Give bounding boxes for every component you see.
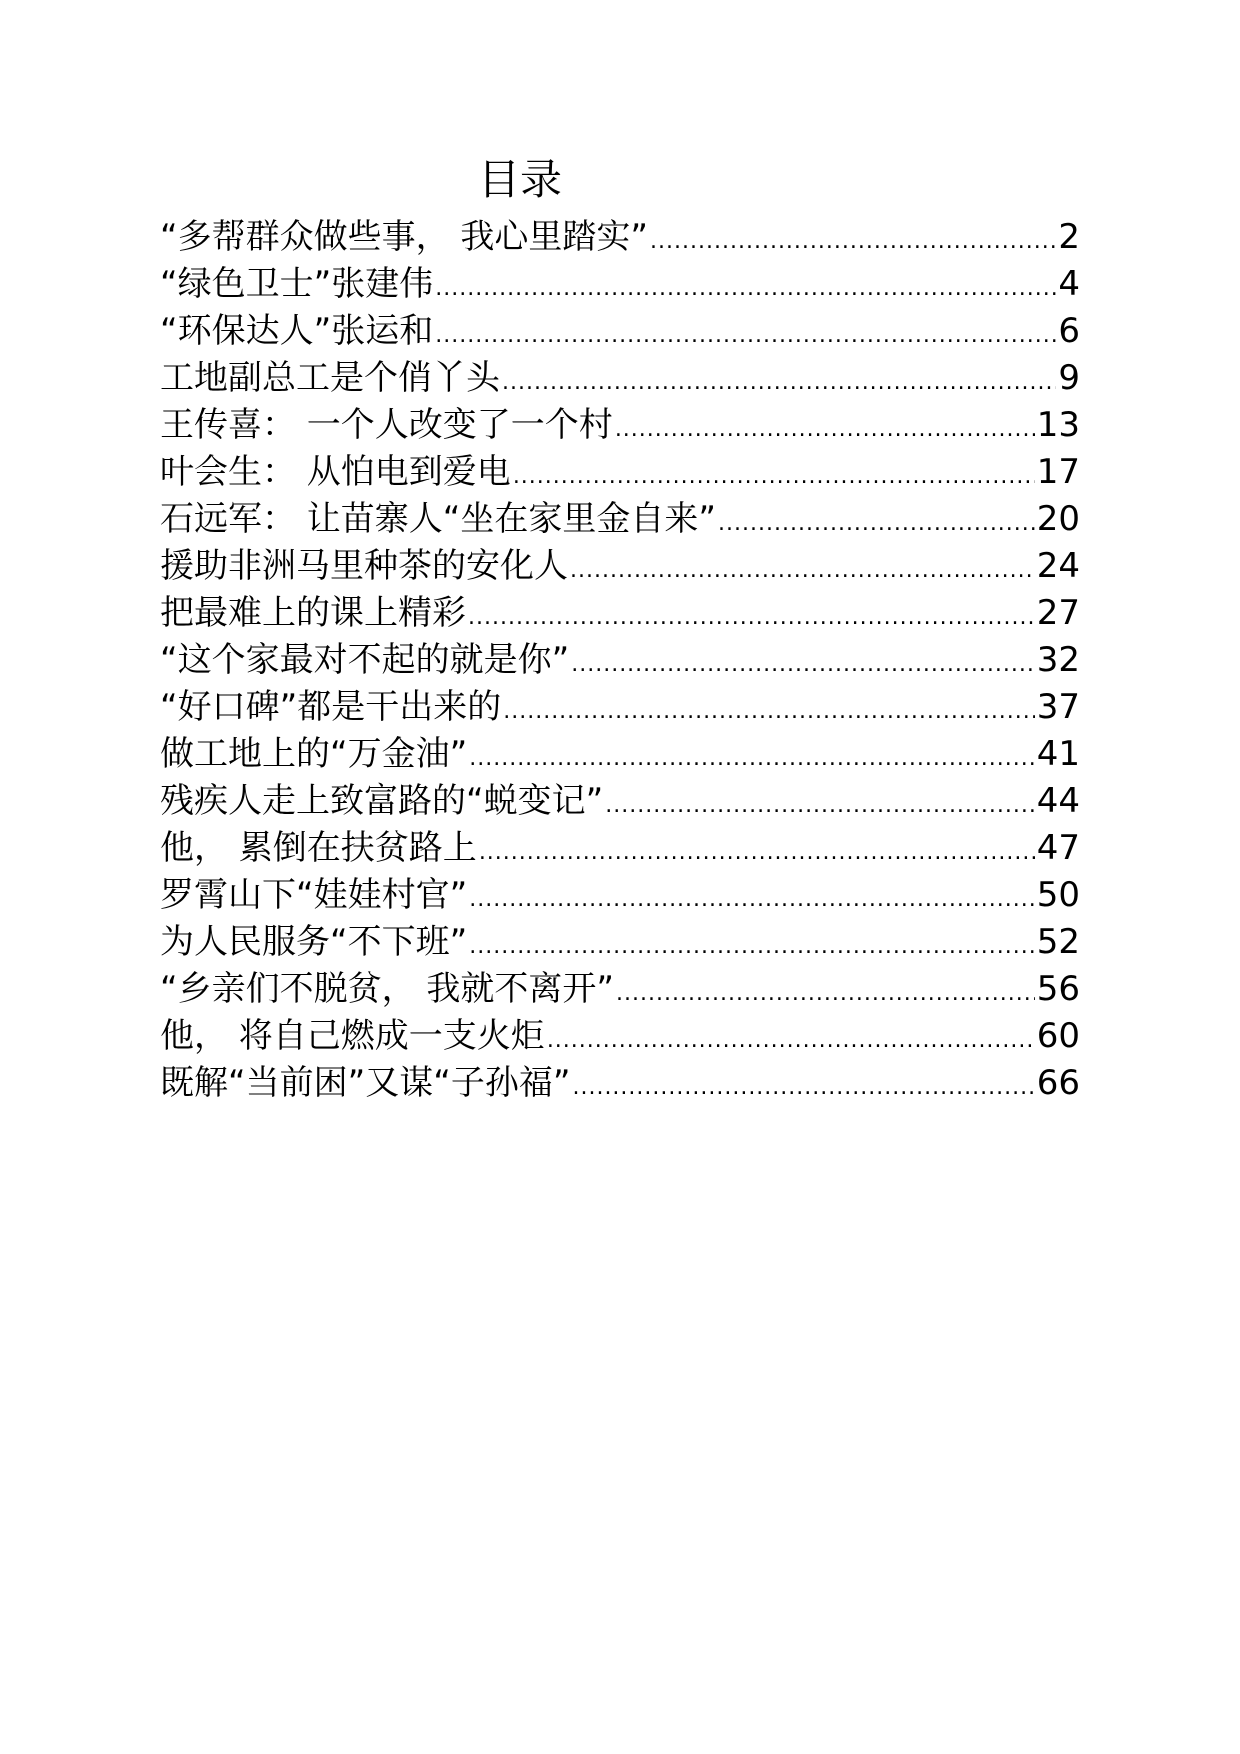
toc-entry[interactable] [160,402,1080,449]
toc-entry-page: 56 [1036,969,1080,1009]
toc-entry-title: 援助非洲马里种茶的安化人 [160,546,568,586]
toc-entry[interactable] [160,1060,1080,1107]
toc-dot-leader [616,970,1035,1013]
toc-entry-title: 做工地上的“万金油” [160,734,468,774]
toc-entry-title: 为人民服务“不下班” [160,922,468,962]
toc-list [160,214,1080,1107]
toc-dot-leader [503,688,1035,731]
toc-dot-leader [468,594,1035,637]
toc-dot-leader [469,876,1035,919]
toc-dot-leader [435,312,1056,355]
toc-entry[interactable] [160,731,1080,778]
toc-entry-page: 41 [1036,734,1080,774]
toc-dot-leader [547,1017,1035,1060]
toc-entry-title: “多帮群众做些事， 我心里踏实” [160,217,649,257]
toc-entry-title: 工地副总工是个俏丫头 [160,358,500,398]
toc-dot-leader [435,265,1056,308]
toc-dot-leader [502,359,1056,402]
toc-entry-title: “乡亲们不脱贫， 我就不离开” [160,969,615,1009]
toc-entry[interactable] [160,449,1080,496]
toc-entry-title: 罗霄山下“娃娃村官” [160,875,468,915]
toc-entry-page: 27 [1036,593,1080,633]
toc-entry-page: 17 [1036,452,1080,492]
toc-entry[interactable] [160,496,1080,543]
toc-entry[interactable] [160,308,1080,355]
toc-entry-page: 60 [1036,1016,1080,1056]
toc-entry[interactable] [160,637,1080,684]
toc-entry-title: 王传喜： 一个人改变了一个村 [160,405,613,445]
toc-entry[interactable] [160,684,1080,731]
toc-entry[interactable] [160,261,1080,308]
toc-entry[interactable] [160,778,1080,825]
toc-entry-title: 把最难上的课上精彩 [160,593,466,633]
toc-dot-leader [479,829,1035,872]
toc-dot-leader [513,453,1035,496]
toc-dot-leader [469,735,1035,778]
toc-entry[interactable] [160,355,1080,402]
toc-entry-page: 47 [1036,828,1080,868]
toc-entry[interactable] [160,966,1080,1013]
toc-entry[interactable] [160,919,1080,966]
toc-entry-title: 残疾人走上致富路的“蜕变记” [160,781,604,821]
toc-entry-title: 他， 累倒在扶贫路上 [160,828,477,868]
toc-dot-leader [718,500,1035,543]
toc-entry-page: 66 [1036,1063,1080,1103]
toc-entry-page: 44 [1036,781,1080,821]
toc-entry-title: 既解“当前困”又谋“子孙福” [160,1063,571,1103]
toc-title: 目录 [477,155,562,204]
toc-entry-page: 52 [1036,922,1080,962]
toc-entry-page: 13 [1036,405,1080,445]
toc-entry[interactable] [160,590,1080,637]
toc-entry-page: 20 [1036,499,1080,539]
toc-dot-leader [605,782,1035,825]
toc-entry-title: “环保达人”张运和 [160,311,434,351]
toc-dot-leader [572,1064,1034,1107]
toc-entry[interactable] [160,1013,1080,1060]
toc-dot-leader [570,547,1035,590]
toc-entry-page: 24 [1036,546,1080,586]
toc-entry-page: 32 [1036,640,1080,680]
toc-entry-page: 4 [1058,264,1080,304]
toc-entry-page: 50 [1036,875,1080,915]
toc-entry-page: 9 [1058,358,1080,398]
toc-dot-leader [571,641,1035,684]
toc-entry-page: 2 [1058,217,1080,257]
toc-entry[interactable] [160,543,1080,590]
toc-dot-leader [469,923,1035,966]
toc-entry-title: 他， 将自己燃成一支火炬 [160,1016,545,1056]
toc-entry-title: “这个家最对不起的就是你” [160,640,570,680]
toc-dot-leader [650,218,1056,261]
toc-dot-leader [615,406,1035,449]
toc-entry[interactable] [160,825,1080,872]
toc-entry-page: 6 [1058,311,1080,351]
toc-entry-page: 37 [1036,687,1080,727]
toc-entry[interactable] [160,872,1080,919]
toc-entry-title: “好口碑”都是干出来的 [160,687,502,727]
toc-entry-title: 石远军： 让苗寨人“坐在家里金自来” [160,499,717,539]
toc-entry[interactable] [160,214,1080,261]
toc-entry-title: “绿色卫士”张建伟 [160,264,434,304]
toc-entry-title: 叶会生： 从怕电到爱电 [160,452,511,492]
